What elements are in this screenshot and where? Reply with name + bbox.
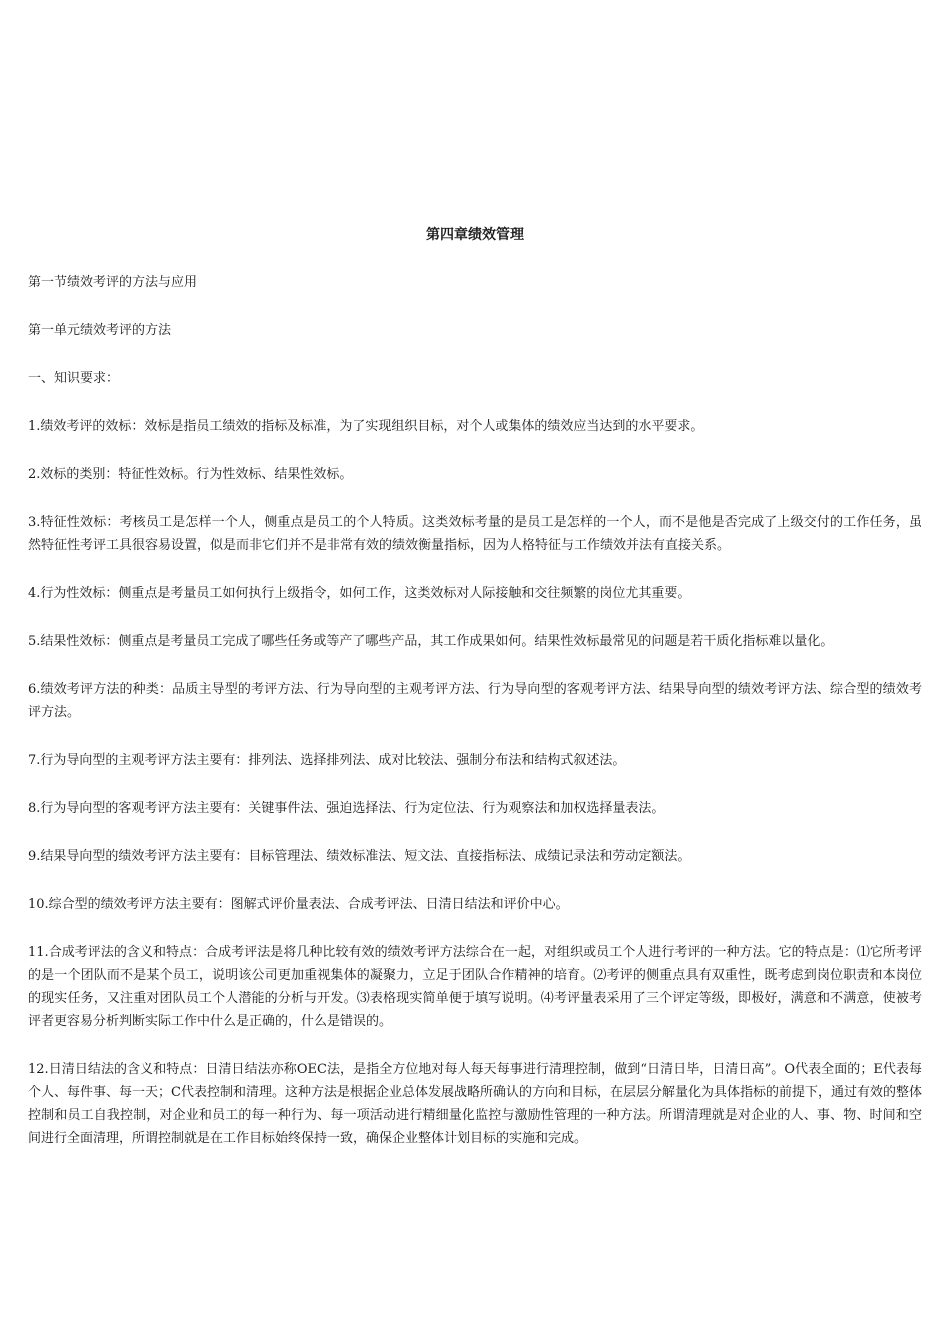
paragraph-3: 3.特征性效标：考核员工是怎样一个人，侧重点是员工的个人特质。这类效标考量的是员工是怎样的一个人，而不是他是否完成了上级交付的工作任务，虽然特征性考评工具很容易设置，似是而非它们并不是非常有效的绩效衡量指标，因为人格特征与工作绩效并法有直接关系。 [28, 515, 922, 553]
paragraph-6: 6.绩效考评方法的种类：品质主导型的考评方法、行为导向型的主观考评方法、行为导向型的客观考评方法、结果导向型的绩效考评方法、综合型的绩效考评方法。 [28, 682, 922, 720]
knowledge-heading: 一、知识要求： [28, 371, 120, 386]
paragraph-2: 2.效标的类别：特征性效标。行为性效标、结果性效标。 [28, 467, 353, 482]
paragraph-8: 8.行为导向型的客观考评方法主要有：关键事件法、强迫选择法、行为定位法、行为观察法和加权选择量表法。 [28, 801, 665, 816]
chapter-title: 第四章绩效管理 [426, 227, 524, 243]
paragraph-1: 1.绩效考评的效标：效标是指员工绩效的指标及标准，为了实现组织目标，对个人或集体的绩效应当达到的水平要求。 [28, 419, 704, 434]
paragraph-12: 12.日清日结法的含义和特点：日清日结法亦称OEC法，是指全方位地对每人每天每事进行清理控制，做到“日清日毕，日清日高”。O代表全面的；E代表每个人、每件事、每一天；C代表控制和清理。这种方法是根据企业总体发展战略所确认的方向和目标，在层层分解量化为具体指标的前提下，通过有效的整体控制和员工自我控制，对企业和员工的每一种行为、每一项活动进行精细量化监控与激励性管理的一种方法。所谓清理就是对企业的人、事、物、时间和空间进行全面清理，所谓控制就是在工作目标始终保持一致，确保企业整体计划目标的实施和完成。 [28, 1062, 922, 1146]
paragraph-11: 11.合成考评法的含义和特点：合成考评法是将几种比较有效的绩效考评方法综合在一起，对组织或员工个人进行考评的一种方法。它的特点是：⑴它所考评的是一个团队而不是某个员工，说明该公司更加重视集体的凝聚力，立足于团队合作精神的培育。⑵考评的侧重点具有双重性，既考虑到岗位职责和本岗位的现实任务，又注重对团队员工个人潜能的分析与开发。⑶表格现实简单便于填写说明。⑷考评量表采用了三个评定等级，即极好，满意和不满意，使被考评者更容易分析判断实际工作中什么是正确的，什么是错误的。 [28, 945, 922, 1029]
document-page [28, 224, 922, 1175]
paragraph-10: 10.综合型的绩效考评方法主要有：图解式评价量表法、合成考评法、日清日结法和评价中心。 [28, 897, 569, 912]
unit-heading: 第一单元绩效考评的方法 [28, 323, 172, 338]
paragraph-7: 7.行为导向型的主观考评方法主要有：排列法、选择排列法、成对比较法、强制分布法和结构式叙述法。 [28, 753, 626, 768]
paragraph-5: 5.结果性效标：侧重点是考量员工完成了哪些任务或等产了哪些产品，其工作成果如何。结果性效标最常见的问题是若干质化指标难以量化。 [28, 634, 834, 649]
paragraph-4: 4.行为性效标：侧重点是考量员工如何执行上级指令，如何工作，这类效标对人际接触和交往频繁的岗位尤其重要。 [28, 586, 691, 601]
section-heading: 第一节绩效考评的方法与应用 [28, 275, 198, 290]
paragraph-9: 9.结果导向型的绩效考评方法主要有：目标管理法、绩效标准法、短文法、直接指标法、成绩记录法和劳动定额法。 [28, 849, 691, 864]
